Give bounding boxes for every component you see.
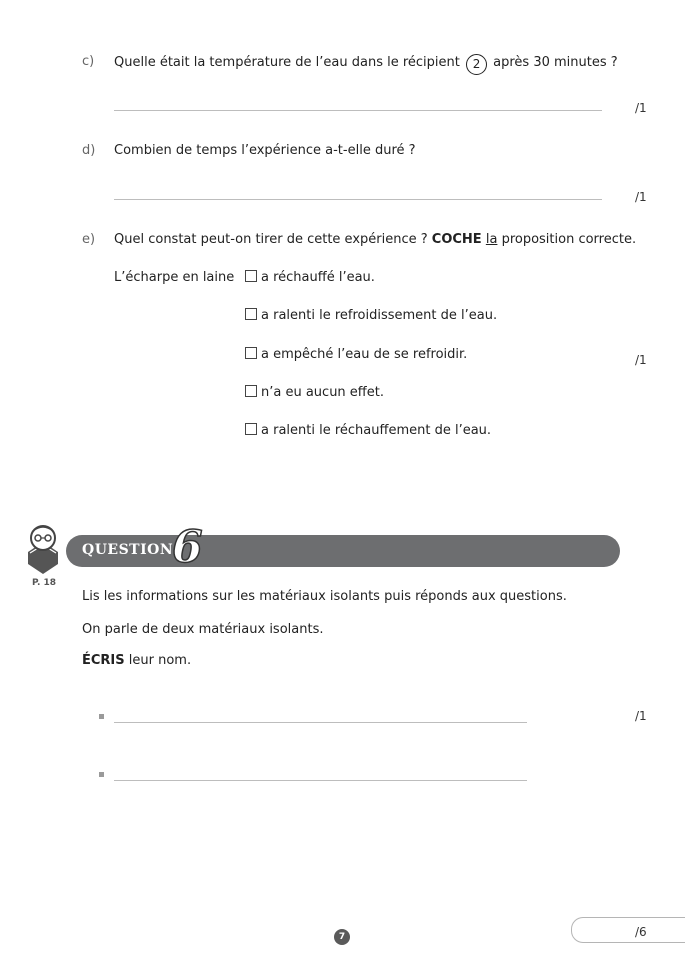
total-score: /6 <box>635 925 647 939</box>
material-1-answer-line[interactable] <box>114 722 527 723</box>
page-number: 7 <box>334 929 350 945</box>
reader-mascot-icon <box>24 522 62 578</box>
item-e-stem: L’écharpe en laine <box>114 270 235 285</box>
option-5[interactable] <box>245 423 491 438</box>
item-e-bold-word: COCHE <box>431 232 482 247</box>
item-e-text-after: proposition correcte. <box>501 232 637 247</box>
option-1-label: a réchauffé l’eau. <box>261 270 375 285</box>
item-c-letter: c) <box>82 54 95 69</box>
material-2-answer-line[interactable] <box>114 780 527 781</box>
question-number: 6 <box>172 522 203 573</box>
option-2-label: a ralenti le refroidissement de l’eau. <box>261 308 498 323</box>
bullet-icon <box>99 714 104 719</box>
item-c-text-before: Quelle était la température de l’eau dans le récipient <box>114 55 460 70</box>
item-c-answer-line[interactable] <box>114 110 602 111</box>
question-label: QUESTION <box>82 542 174 558</box>
item-c-text-after: après 30 minutes ? <box>493 55 618 70</box>
item-d-score: /1 <box>635 190 647 204</box>
item-e-text-before: Quel constat peut-on tirer de cette expérience ? <box>114 232 428 247</box>
checkbox-icon[interactable] <box>245 270 257 282</box>
question6-instruction-2: On parle de deux matériaux isolants. <box>82 622 324 637</box>
item-e-letter: e) <box>82 232 96 247</box>
option-3-label: a empêché l’eau de se refroidir. <box>261 347 468 362</box>
checkbox-icon[interactable] <box>245 347 257 359</box>
bullet-icon <box>99 772 104 777</box>
option-1[interactable] <box>245 270 375 285</box>
item-e-score: /1 <box>635 353 647 367</box>
checkbox-icon[interactable] <box>245 308 257 320</box>
item-d-letter: d) <box>82 143 96 158</box>
checkbox-icon[interactable] <box>245 385 257 397</box>
option-5-label: a ralenti le réchauffement de l’eau. <box>261 423 492 438</box>
circled-container-number: 2 <box>466 54 487 75</box>
item-e-question <box>114 232 636 247</box>
page-reference: P. 18 <box>32 578 57 588</box>
option-4[interactable] <box>245 385 384 400</box>
item-c-score: /1 <box>635 101 647 115</box>
question6-instruction-3 <box>82 653 191 668</box>
option-4-label: n’a eu aucun effet. <box>261 385 384 400</box>
item-d-answer-line[interactable] <box>114 199 602 200</box>
option-2[interactable] <box>245 308 497 323</box>
item-d-question: Combien de temps l’expérience a-t-elle duré ? <box>114 143 416 158</box>
question6-instruction-1: Lis les informations sur les matériaux isolants puis réponds aux questions. <box>82 589 567 604</box>
question6-score: /1 <box>635 709 647 723</box>
question6-instruction-3-rest: leur nom. <box>128 653 192 668</box>
checkbox-icon[interactable] <box>245 423 257 435</box>
option-3[interactable] <box>245 347 467 362</box>
item-c-question <box>114 54 618 75</box>
total-score-box <box>571 917 685 943</box>
item-e-underlined-word: la <box>485 232 498 247</box>
question6-bold-word: ÉCRIS <box>82 653 125 668</box>
